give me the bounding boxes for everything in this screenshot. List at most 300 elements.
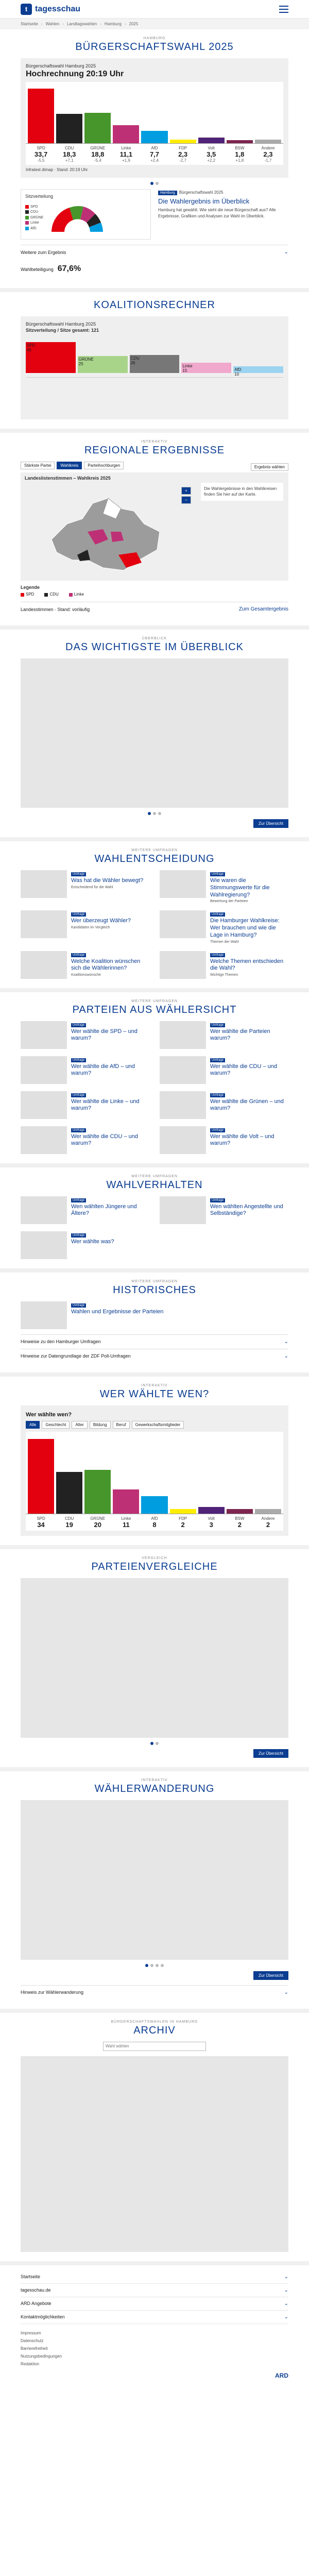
migration-title: WÄHLERWANDERUNG bbox=[94, 1783, 215, 1794]
bar-value-label: 33,7 bbox=[34, 150, 48, 158]
article-card[interactable] bbox=[160, 1056, 288, 1084]
card-title[interactable]: Wer wählte die AfD – und warum? bbox=[71, 1063, 135, 1077]
site-footer bbox=[0, 2265, 309, 2384]
legend-swatch bbox=[44, 593, 48, 597]
bar-value-label: 7,7 bbox=[149, 150, 160, 158]
card-title[interactable]: Wen wählten Jüngere und Ältere? bbox=[71, 1203, 137, 1217]
card-title[interactable]: Wer wählte was? bbox=[71, 1238, 114, 1245]
card-title[interactable]: Wahlen und Ergebnisse der Parteien bbox=[71, 1308, 164, 1315]
card-tag: Umfrage bbox=[71, 912, 86, 917]
footer-small-link[interactable]: Impressum bbox=[21, 2330, 41, 2335]
article-card[interactable] bbox=[21, 1231, 149, 1259]
card-title[interactable]: Wen wählten Angestellte und Selbständige? bbox=[210, 1203, 283, 1217]
hero-kicker: HAMBURG bbox=[143, 37, 166, 40]
tab-5[interactable]: Gewerkschaftsmitglieder bbox=[132, 1421, 184, 1429]
card-title[interactable]: Wer wählte die Parteien warum? bbox=[210, 1028, 270, 1042]
calculator-cell-linke[interactable] bbox=[181, 363, 231, 373]
card-image bbox=[160, 951, 206, 979]
article-card[interactable] bbox=[160, 951, 288, 979]
article-card[interactable] bbox=[160, 1021, 288, 1049]
bar-grüne bbox=[84, 1470, 111, 1514]
article-card[interactable] bbox=[21, 1196, 149, 1224]
regional-section bbox=[0, 433, 309, 630]
overview-button[interactable]: Zur Übersicht bbox=[253, 819, 288, 828]
card-tag: Umfrage bbox=[210, 1128, 225, 1132]
zoom-out-icon[interactable]: − bbox=[181, 496, 191, 504]
link-row-label: Hinweise zu den Hamburger Umfragen bbox=[21, 1339, 101, 1345]
seat-legend-label: AfD bbox=[30, 226, 37, 230]
seat-legend-label: Linke bbox=[30, 221, 39, 225]
map-legend-item bbox=[69, 592, 84, 597]
seat-legend-item bbox=[25, 226, 43, 232]
calculator-party: GRÜNE bbox=[78, 357, 94, 362]
calculator-panel bbox=[21, 316, 288, 419]
overview-section bbox=[0, 630, 309, 841]
bar-label bbox=[170, 1516, 196, 1529]
bar-andere bbox=[255, 1509, 281, 1514]
regional-footer bbox=[21, 602, 288, 616]
breadcrumb: Startseite › Wahlen › Landtagswahlen › Hamburg › 2025 bbox=[0, 19, 309, 29]
card-title[interactable]: Wer wählte die CDU – und warum? bbox=[71, 1133, 139, 1147]
breadcrumb-item[interactable]: Startseite bbox=[21, 22, 38, 26]
tab-2[interactable]: Parteihochburgen bbox=[84, 462, 124, 469]
footer-link-label: Kontaktmöglichkeiten bbox=[21, 2314, 65, 2319]
bar-party-label: CDU bbox=[64, 146, 74, 150]
legend-swatch bbox=[25, 216, 29, 219]
card-tag: Umfrage bbox=[210, 872, 225, 876]
map-area bbox=[21, 472, 288, 581]
bar-diff-label: +2,4 bbox=[150, 158, 159, 163]
article-card[interactable] bbox=[160, 1196, 288, 1224]
seat-semicircle-chart bbox=[46, 201, 108, 235]
card-tag: Umfrage bbox=[71, 1128, 86, 1132]
card-tag: Umfrage bbox=[71, 872, 86, 876]
footer-small-link[interactable]: Barrierefreiheit bbox=[21, 2346, 48, 2351]
more-results-label: Weitere zum Ergebnis bbox=[21, 249, 66, 255]
calculator-head: Sitzverteilung / Sitze gesamt: 121 bbox=[26, 328, 99, 333]
bar-diff-label: -5,5 bbox=[37, 158, 45, 163]
bar-party-label: SPD bbox=[37, 146, 45, 150]
map-legend-label: SPD bbox=[26, 592, 35, 597]
calculator-party: CDU bbox=[130, 356, 140, 361]
decision-section bbox=[0, 841, 309, 992]
card-image bbox=[21, 1301, 67, 1329]
article-card[interactable] bbox=[21, 951, 149, 979]
bar-label bbox=[113, 1516, 139, 1529]
regional-footer-link[interactable]: Zum Gesamtergebnis bbox=[238, 606, 288, 613]
hamburg-map[interactable] bbox=[31, 483, 175, 581]
card-title[interactable]: Wer überzeugt Wähler? bbox=[71, 918, 131, 924]
article-card[interactable] bbox=[21, 1126, 149, 1154]
bar-party-label: Andere bbox=[261, 1516, 275, 1521]
bar-value-label: 1,8 bbox=[235, 150, 245, 158]
footer-link-row[interactable] bbox=[21, 2284, 288, 2297]
carousel-dot[interactable] bbox=[156, 1742, 159, 1745]
bar-value-label: 2 bbox=[181, 1520, 185, 1529]
bar-value-label: 2,3 bbox=[178, 150, 188, 158]
bar-volt bbox=[198, 138, 225, 143]
calculator-seats: 25 bbox=[78, 362, 83, 367]
article-meta: Bürgerschaftswahl 2025 bbox=[179, 190, 224, 195]
bar-value-label: 18,8 bbox=[91, 150, 105, 158]
calculator-party: AfD bbox=[234, 367, 242, 372]
bar-party-label: FDP bbox=[179, 1516, 187, 1521]
bar-party-label: AfD bbox=[151, 1516, 158, 1521]
article-card[interactable] bbox=[21, 1021, 149, 1049]
bar-label bbox=[255, 1516, 281, 1529]
bar-party-label: GRÜNE bbox=[90, 1516, 106, 1521]
seat-legend-item bbox=[25, 205, 43, 210]
card-title[interactable]: Welche Koalition wünschen sich die Wählerinnen? bbox=[71, 958, 141, 972]
overview-carousel bbox=[21, 658, 288, 808]
bar-diff-label: -1,7 bbox=[264, 158, 272, 163]
bar-afd bbox=[141, 131, 167, 143]
decision-kicker: WEITERE UMFRAGEN bbox=[131, 849, 178, 853]
carousel-dot[interactable] bbox=[150, 1964, 153, 1967]
migration-section bbox=[0, 1771, 309, 2013]
card-image bbox=[160, 1126, 206, 1154]
bar-label bbox=[170, 146, 196, 163]
migration-kicker: INTERAKTIV bbox=[141, 1778, 168, 1782]
carousel-dot[interactable] bbox=[150, 182, 153, 185]
carousel-dot[interactable] bbox=[156, 1964, 159, 1967]
bar-label bbox=[227, 146, 253, 163]
results-panel bbox=[21, 58, 288, 178]
bar-party-label: Linke bbox=[121, 1516, 131, 1521]
overview-kicker: ÜBERBLICK bbox=[142, 637, 167, 641]
article-card[interactable] bbox=[160, 910, 288, 943]
legend-swatch bbox=[25, 210, 29, 214]
parties-view-title: PARTEIEN AUS WÄHLERSICHT bbox=[72, 1004, 237, 1015]
footer-link-row[interactable] bbox=[21, 2297, 288, 2311]
footer-link-row[interactable] bbox=[21, 2311, 288, 2324]
card-title[interactable]: Welche Themen entschieden die Wahl? bbox=[210, 958, 284, 972]
who-panel bbox=[21, 1405, 288, 1536]
logo-mark-icon: t bbox=[21, 4, 32, 15]
calculator-cells bbox=[26, 337, 283, 377]
card-image bbox=[21, 951, 67, 979]
card-tag: Umfrage bbox=[71, 953, 86, 957]
link-row[interactable] bbox=[21, 1334, 288, 1349]
results-footnote: Infratest dimap · Stand: 20:19 Uhr bbox=[26, 167, 88, 172]
calculator-seats: 45 bbox=[27, 348, 31, 353]
map-legend-label: CDU bbox=[49, 592, 59, 597]
who-bar-labels bbox=[26, 1514, 283, 1531]
calculator-seats: 10 bbox=[234, 372, 239, 377]
logo[interactable] bbox=[21, 4, 80, 15]
chevron-down-icon: ⌄ bbox=[284, 1989, 288, 1995]
calculator-party: SPD bbox=[27, 343, 36, 348]
card-image bbox=[21, 1091, 67, 1119]
map-title: Landeslistenstimmen – Wahlkreis 2025 bbox=[25, 476, 111, 481]
regional-footer-left: Landesstimmen · Stand: vorläufig bbox=[21, 606, 90, 612]
card-image bbox=[21, 1196, 67, 1224]
turnout-row bbox=[21, 259, 288, 279]
calculator-cell-afd[interactable] bbox=[233, 366, 283, 377]
who-kicker: INTERAKTIV bbox=[141, 1383, 168, 1387]
breadcrumb-item[interactable]: Hamburg bbox=[104, 22, 122, 26]
article-card[interactable] bbox=[21, 1056, 149, 1084]
bar-label bbox=[227, 1516, 253, 1529]
behavior-cards bbox=[21, 1196, 288, 1259]
bar-label bbox=[141, 1516, 167, 1529]
bar-cdu bbox=[56, 114, 82, 143]
seat-legend-label: SPD bbox=[30, 205, 38, 209]
bar-party-label: FDP bbox=[179, 146, 187, 150]
seat-legend-item bbox=[25, 221, 43, 226]
compare-section bbox=[0, 1549, 309, 1771]
calculator-cell-cdu[interactable] bbox=[130, 355, 180, 373]
chevron-down-icon: ⌄ bbox=[284, 1338, 288, 1345]
hero-section bbox=[0, 29, 309, 292]
compare-button[interactable]: Zur Übersicht bbox=[253, 1749, 288, 1758]
card-tag: Umfrage bbox=[71, 1058, 86, 1062]
migration-button[interactable]: Zur Übersicht bbox=[253, 1971, 288, 1980]
tab-1[interactable]: Geschlecht bbox=[42, 1421, 70, 1429]
archive-title: ARCHIV bbox=[133, 2024, 176, 2036]
hero-article[interactable] bbox=[158, 189, 288, 240]
card-title[interactable]: Was hat die Wähler bewegt? bbox=[71, 877, 144, 884]
card-tag: Umfrage bbox=[210, 1093, 225, 1097]
bar-party-label: SPD bbox=[37, 1516, 45, 1521]
compare-kicker: VERGLEICH bbox=[142, 1556, 167, 1560]
map-legend bbox=[21, 585, 288, 597]
compare-title: PARTEIENVERGLEICHE bbox=[91, 1561, 218, 1572]
breadcrumb-item[interactable]: Landtagswahlen bbox=[66, 22, 97, 26]
carousel-dot[interactable] bbox=[153, 812, 156, 815]
calculator-cell-grüne[interactable] bbox=[78, 356, 128, 373]
card-image bbox=[160, 1196, 206, 1224]
footer-link-row[interactable] bbox=[21, 2270, 288, 2284]
bar-andere bbox=[255, 140, 281, 143]
archive-kicker: BÜRGERSCHAFTSWAHLEN IN HAMBURG bbox=[111, 2020, 198, 2024]
tab-4[interactable]: Beruf bbox=[113, 1421, 130, 1429]
legend-swatch bbox=[25, 221, 29, 225]
migration-carousel bbox=[21, 1800, 288, 1960]
footer-small-link[interactable]: Redaktion bbox=[21, 2361, 40, 2366]
card-tag: Umfrage bbox=[210, 1023, 225, 1027]
card-title[interactable]: Die Hamburger Wahlkreise: Wer brauchen und wie die Lage in Hamburg? bbox=[210, 918, 280, 938]
map-zoom-controls bbox=[181, 487, 191, 504]
regional-kicker: INTERAKTIV bbox=[141, 440, 168, 444]
bar-label bbox=[198, 146, 225, 163]
chevron-down-icon: ⌄ bbox=[284, 2287, 288, 2293]
seat-legend-item bbox=[25, 210, 43, 215]
carousel-dot[interactable] bbox=[161, 1964, 164, 1967]
card-tag: Umfrage bbox=[71, 1093, 86, 1097]
historic-card[interactable] bbox=[21, 1301, 288, 1329]
card-image bbox=[21, 910, 67, 938]
bar-value-label: 3 bbox=[209, 1520, 213, 1529]
historic-title: HISTORISCHES bbox=[113, 1284, 196, 1296]
behavior-section bbox=[0, 1167, 309, 1273]
results-bar-chart bbox=[26, 82, 283, 144]
footer-link-label: tagesschau.de bbox=[21, 2287, 51, 2293]
logo-text: tagesschau bbox=[35, 4, 81, 13]
result-select[interactable]: Ergebnis wählen bbox=[251, 463, 288, 471]
tab-2[interactable]: Alter bbox=[72, 1421, 87, 1429]
seat-legend-label: GRÜNE bbox=[30, 215, 44, 219]
migration-note-row[interactable] bbox=[21, 1985, 288, 1999]
bar-value-label: 11,1 bbox=[119, 150, 133, 158]
legend-swatch bbox=[25, 205, 29, 209]
bar-value-label: 8 bbox=[152, 1520, 157, 1529]
tab-0[interactable]: Stärkste Partei bbox=[21, 462, 55, 469]
carousel-dot[interactable] bbox=[150, 1742, 153, 1745]
bar-fdp bbox=[170, 1509, 196, 1514]
calculator-seats: 26 bbox=[130, 361, 135, 366]
bar-label bbox=[141, 146, 167, 163]
card-title[interactable]: Wer wählte die Volt – und warum? bbox=[210, 1133, 274, 1147]
who-section bbox=[0, 1377, 309, 1549]
historic-section bbox=[0, 1273, 309, 1377]
bar-label bbox=[28, 146, 54, 163]
bar-fdp bbox=[170, 140, 196, 143]
menu-icon[interactable] bbox=[279, 6, 288, 13]
behavior-title: WAHLVERHALTEN bbox=[106, 1179, 203, 1191]
breadcrumb-item[interactable]: Wahlen bbox=[45, 22, 60, 26]
carousel-dot[interactable] bbox=[145, 1964, 148, 1967]
bar-label bbox=[56, 1516, 82, 1529]
card-title[interactable]: Wer wählte die Linke – und warum? bbox=[71, 1098, 140, 1112]
bar-party-label: CDU bbox=[64, 1516, 74, 1521]
card-image bbox=[21, 1056, 67, 1084]
bar-cdu bbox=[56, 1472, 82, 1514]
footer-link-label: ARD Angebote bbox=[21, 2300, 52, 2306]
decision-cards bbox=[21, 870, 288, 979]
map-legend-item bbox=[44, 592, 58, 597]
page-title: BÜRGERSCHAFTSWAHL 2025 bbox=[75, 41, 234, 53]
bar-party-label: BSW bbox=[235, 146, 245, 150]
parties-view-cards bbox=[21, 1021, 288, 1154]
link-row[interactable] bbox=[21, 1349, 288, 1363]
card-image bbox=[21, 1021, 67, 1049]
ard-logo[interactable]: ARD bbox=[275, 2371, 288, 2379]
more-results-row[interactable] bbox=[21, 245, 288, 259]
breadcrumb-item: 2025 bbox=[129, 22, 139, 26]
bar-value-label: 19 bbox=[65, 1520, 73, 1529]
zoom-in-icon[interactable]: + bbox=[181, 487, 191, 495]
parties-view-kicker: WEITERE UMFRAGEN bbox=[131, 999, 178, 1003]
article-card[interactable] bbox=[21, 870, 149, 903]
seat-legend-label: CDU bbox=[30, 210, 39, 214]
hero-two-col bbox=[21, 189, 288, 240]
article-card[interactable] bbox=[21, 910, 149, 943]
chevron-down-icon: ⌄ bbox=[284, 2314, 288, 2320]
bar-party-label: Linke bbox=[121, 146, 131, 150]
archive-select[interactable] bbox=[103, 2042, 206, 2051]
historic-kicker: WEITERE UMFRAGEN bbox=[131, 1279, 178, 1283]
carousel-dot[interactable] bbox=[158, 812, 161, 815]
calculator-party: Linke bbox=[182, 364, 193, 369]
card-tag: Umfrage bbox=[210, 1198, 225, 1202]
tab-3[interactable]: Bildung bbox=[90, 1421, 111, 1429]
bar-diff-label: -2,7 bbox=[179, 158, 186, 163]
migration-note: Hinweis zur Wählerwanderung bbox=[21, 1990, 84, 1995]
bar-grüne bbox=[84, 113, 111, 143]
footer-small-link[interactable]: Datenschutz bbox=[21, 2338, 44, 2343]
footer-link-label: Startseite bbox=[21, 2274, 41, 2279]
article-card[interactable] bbox=[160, 1126, 288, 1154]
card-image bbox=[21, 1231, 67, 1259]
card-title[interactable]: Wer wählte die Grünen – und warum? bbox=[210, 1098, 284, 1112]
bar-linke bbox=[113, 125, 139, 143]
bar-value-label: 18,3 bbox=[63, 150, 76, 158]
who-title: WER WÄHLTE WEN? bbox=[99, 1388, 210, 1400]
card-image bbox=[21, 1126, 67, 1154]
card-text: Themen der Wahl bbox=[210, 940, 239, 944]
results-subtitle: Bürgerschaftswahl Hamburg 2025 bbox=[26, 63, 96, 69]
card-title[interactable]: Wie waren die Stimmungswerte für die Wahlregierung? bbox=[210, 877, 270, 898]
map-side-info: Die Wahlergebnisse in den Wahlkreisen finden Sie hier auf der Karte. bbox=[201, 483, 283, 500]
footer-small-link[interactable]: Nutzungsbedingungen bbox=[21, 2353, 62, 2359]
card-tag: Umfrage bbox=[71, 1303, 86, 1308]
bar-label bbox=[113, 146, 139, 163]
article-title[interactable]: Die Wahlergebnis im Überblick bbox=[158, 197, 250, 206]
carousel-dot[interactable] bbox=[148, 812, 151, 815]
card-title[interactable]: Wer wählte die SPD – und warum? bbox=[71, 1028, 138, 1042]
card-text: Entscheidend für die Wahl bbox=[71, 885, 113, 889]
calculator-cell-spd[interactable] bbox=[26, 342, 76, 373]
turnout-label: Wahlbeteiligung bbox=[21, 267, 54, 273]
card-image bbox=[160, 1021, 206, 1049]
article-card[interactable] bbox=[21, 1091, 149, 1119]
article-tag: Hamburg bbox=[158, 191, 177, 195]
results-bar-labels bbox=[26, 144, 283, 165]
chevron-down-icon: ⌄ bbox=[284, 249, 288, 256]
card-image bbox=[21, 870, 67, 898]
seat-legend bbox=[25, 205, 43, 232]
article-card[interactable] bbox=[160, 870, 288, 903]
compare-carousel bbox=[21, 1578, 288, 1738]
overview-title: DAS WICHTIGSTE IM ÜBERBLICK bbox=[65, 641, 244, 653]
chevron-down-icon: ⌄ bbox=[284, 2300, 288, 2307]
seat-distribution bbox=[21, 189, 151, 240]
bar-party-label: Volt bbox=[208, 146, 215, 150]
bar-diff-label: +1,8 bbox=[235, 158, 244, 163]
bar-diff-label: +2,2 bbox=[207, 158, 216, 163]
legend-swatch bbox=[69, 593, 73, 597]
bar-party-label: AfD bbox=[151, 146, 158, 150]
bar-label bbox=[255, 146, 281, 163]
tab-1[interactable]: Wahlkreis bbox=[57, 462, 82, 469]
card-title[interactable]: Wer wählte die CDU – und warum? bbox=[210, 1063, 278, 1077]
parties-view-section bbox=[0, 992, 309, 1167]
chevron-down-icon: ⌄ bbox=[284, 1353, 288, 1359]
bar-label bbox=[28, 1516, 54, 1529]
card-image bbox=[160, 1091, 206, 1119]
who-sub: Wer wählte wen? bbox=[26, 1411, 72, 1418]
bar-label bbox=[84, 1516, 111, 1529]
article-card[interactable] bbox=[160, 1091, 288, 1119]
behavior-kicker: WEITERE UMFRAGEN bbox=[131, 1174, 178, 1178]
bar-value-label: 2 bbox=[237, 1520, 242, 1529]
legend-swatch bbox=[25, 227, 29, 230]
card-text: Wichtige Themen bbox=[210, 973, 238, 977]
seat-legend-item bbox=[25, 215, 43, 221]
bar-value-label: 20 bbox=[94, 1520, 101, 1529]
card-tag: Umfrage bbox=[71, 1023, 86, 1027]
carousel-dot[interactable] bbox=[156, 182, 159, 185]
archive-section bbox=[0, 2013, 309, 2265]
card-image bbox=[160, 1056, 206, 1084]
card-text: Kandidaten im Vergleich bbox=[71, 926, 110, 930]
card-text: Bewertung der Parteien bbox=[210, 900, 248, 904]
chevron-down-icon: ⌄ bbox=[284, 2274, 288, 2280]
link-row-label: Hinweise zur Datengrundlage der ZDF Poll-Umfragen bbox=[21, 1353, 131, 1359]
tab-0[interactable]: Alle bbox=[26, 1421, 40, 1429]
results-heading: Hochrechnung 20:19 Uhr bbox=[26, 70, 124, 78]
